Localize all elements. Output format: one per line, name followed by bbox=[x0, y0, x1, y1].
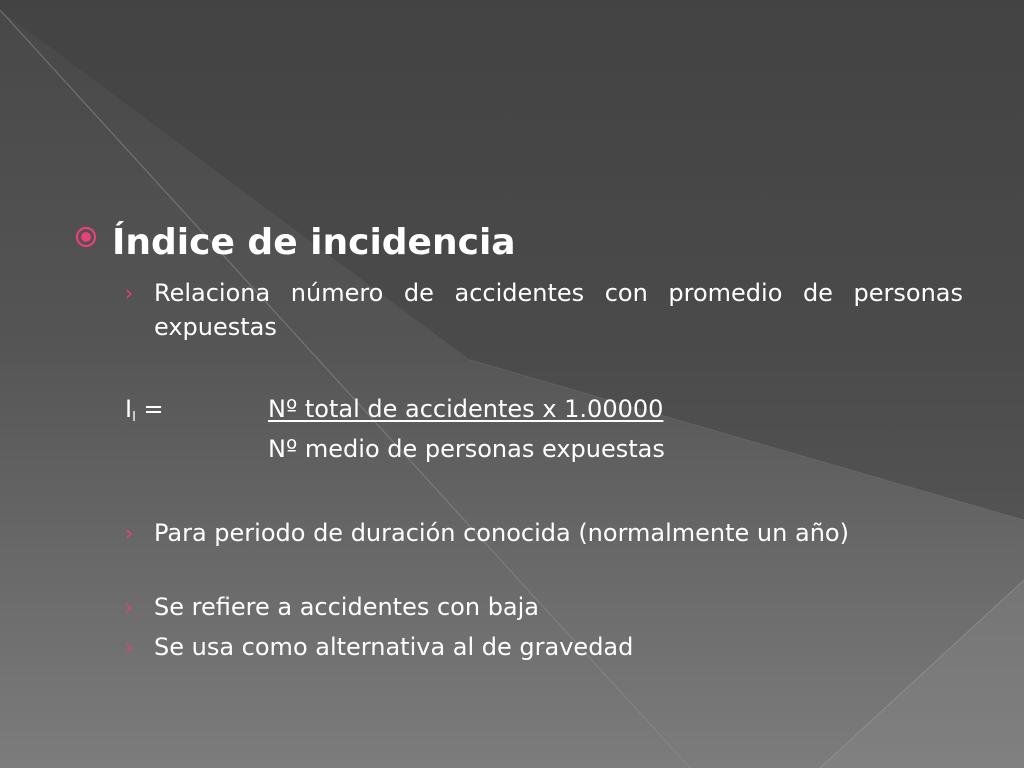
bullet-item bbox=[125, 630, 963, 664]
bullet-item bbox=[125, 590, 963, 624]
chevron-right-icon: › bbox=[125, 635, 133, 659]
chevron-right-icon: › bbox=[125, 521, 133, 545]
formula-symbol: I bbox=[125, 395, 133, 423]
formula-label bbox=[125, 392, 164, 435]
formula-denominator: Nº medio de personas expuestas bbox=[268, 435, 665, 463]
bullet-text: Relaciona número de accidentes con promedio de personas expuestas bbox=[154, 279, 963, 341]
radio-circle-icon bbox=[75, 226, 97, 248]
formula-subscript: I bbox=[132, 410, 136, 425]
chevron-right-icon: › bbox=[125, 281, 133, 305]
chevron-right-icon: › bbox=[125, 595, 133, 619]
bullet-text: Se refiere a accidentes con baja bbox=[154, 593, 540, 621]
bullet-text: Se usa como alternativa al de gravedad bbox=[154, 633, 634, 661]
slide-title: Índice de incidencia bbox=[112, 222, 516, 263]
bullet-item bbox=[125, 276, 963, 344]
bullet-item bbox=[125, 516, 963, 550]
formula-numerator: Nº total de accidentes x 1.00000 bbox=[268, 395, 664, 423]
bullet-text: Para periodo de duración conocida (normalmente un año) bbox=[154, 519, 849, 547]
formula-equals: = bbox=[135, 395, 164, 423]
